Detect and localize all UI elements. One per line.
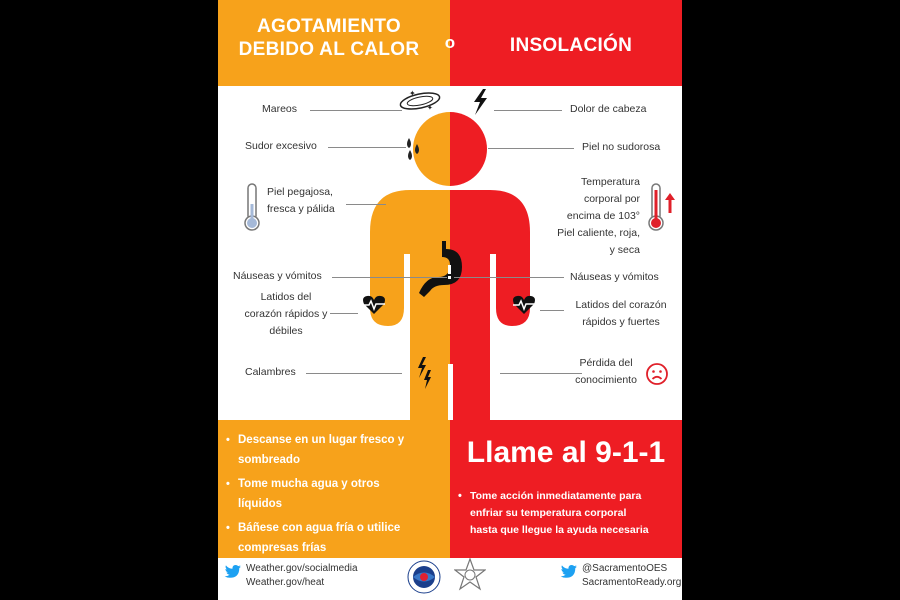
label-heartbeat-right bbox=[568, 297, 674, 331]
body-diagram bbox=[218, 86, 682, 420]
or-separator: o bbox=[444, 33, 456, 52]
skin-line-2: fresca y pálida bbox=[267, 203, 335, 215]
action-line: • Tome mucha agua y otros bbox=[238, 478, 380, 490]
svg-text:✦: ✦ bbox=[409, 89, 416, 98]
call-911-heading: Llame al 9-1-1 bbox=[466, 436, 666, 469]
action-item-cool-down bbox=[450, 488, 682, 539]
twitter-icon[interactable] bbox=[224, 564, 242, 579]
temp-line-1: Temperatura bbox=[581, 176, 640, 188]
label-unconscious bbox=[570, 355, 642, 389]
title-line-2: DEBIDO AL CALOR bbox=[238, 39, 420, 60]
footer bbox=[218, 558, 682, 600]
label-dizziness: Mareos bbox=[262, 103, 298, 115]
action-line: • Tome acción inmediatamente para bbox=[470, 490, 642, 502]
dizzy-icon bbox=[397, 86, 443, 116]
action-line: hasta que llegue la ayuda necesaria bbox=[470, 524, 649, 536]
action-line: • Báñese con agua fría o utilice bbox=[238, 522, 401, 534]
faint-line-1: Pérdida del bbox=[579, 357, 633, 369]
pointer-line bbox=[310, 110, 402, 111]
label-nausea-right: Náuseas y vómitos bbox=[570, 271, 659, 283]
label-heartbeat-left bbox=[233, 289, 339, 340]
lightning-icon bbox=[469, 88, 491, 116]
temp-line-4: Piel caliente, roja, bbox=[557, 227, 640, 239]
label-headache: Dolor de cabeza bbox=[570, 103, 647, 115]
heartbeat-line-1: Latidos del bbox=[260, 291, 312, 303]
svg-text:✦: ✦ bbox=[427, 105, 433, 112]
footer-right-links bbox=[582, 562, 681, 590]
action-line: líquidos bbox=[238, 498, 283, 510]
heat-illness-poster bbox=[218, 0, 682, 600]
temp-line-5: y seca bbox=[609, 244, 640, 256]
pointer-line bbox=[346, 204, 386, 205]
pointer-line bbox=[488, 148, 574, 149]
temp-line-3: encima de 103° bbox=[566, 210, 640, 222]
thermometer-cold-icon bbox=[242, 182, 262, 232]
stomach-icon bbox=[416, 239, 470, 299]
action-line: compresas frías bbox=[238, 542, 327, 554]
thermometer-hot-icon bbox=[646, 182, 666, 232]
heat-stroke-title: INSOLACIÓN bbox=[509, 35, 633, 56]
label-cramps: Calambres bbox=[245, 366, 296, 378]
pointer-line bbox=[540, 310, 564, 311]
arrow-up-icon bbox=[664, 192, 676, 214]
label-clammy-skin bbox=[267, 184, 335, 218]
pointer-line bbox=[332, 277, 447, 278]
link-socialmedia[interactable]: Weather.gov/socialmedia bbox=[246, 563, 358, 574]
pointer-line bbox=[306, 373, 402, 374]
sweat-drops-icon bbox=[403, 136, 425, 162]
action-list bbox=[218, 420, 450, 558]
skin-line-1: Piel pegajosa, bbox=[267, 186, 333, 198]
heartbeat-line-3: débiles bbox=[269, 325, 303, 337]
heartbeat-line-2: corazón rápidos y bbox=[244, 308, 328, 320]
heat-stroke-actions bbox=[450, 420, 682, 558]
twitter-icon[interactable] bbox=[560, 564, 578, 579]
heartbeat-line-1: Latidos del corazón bbox=[575, 299, 667, 311]
link-sacramento-oes[interactable]: @SacramentoOES bbox=[582, 563, 668, 574]
pointer-line bbox=[454, 277, 564, 278]
pointer-line bbox=[494, 110, 562, 111]
faint-line-2: conocimiento bbox=[575, 374, 637, 386]
action-item-cool-bath bbox=[218, 518, 450, 558]
link-heat[interactable]: Weather.gov/heat bbox=[246, 577, 325, 588]
label-excessive-sweat: Sudor excesivo bbox=[245, 140, 317, 152]
action-line: sombreado bbox=[238, 454, 300, 466]
title-line-1: AGOTAMIENTO bbox=[256, 16, 402, 37]
label-nausea-left: Náuseas y vómitos bbox=[233, 270, 322, 282]
heartbeat-line-2: rápidos y fuertes bbox=[582, 316, 660, 328]
heart-rate-icon bbox=[512, 294, 536, 316]
star-badge-logo bbox=[454, 558, 486, 596]
action-line: • Descanse en un lugar fresco y bbox=[238, 434, 405, 446]
header-heat-stroke bbox=[450, 0, 682, 86]
label-high-temp bbox=[530, 174, 640, 259]
footer-left-links bbox=[246, 562, 358, 590]
link-sacramento-ready[interactable]: SacramentoReady.org bbox=[582, 577, 682, 588]
header-heat-exhaustion bbox=[218, 0, 450, 86]
sad-face-icon bbox=[645, 362, 669, 386]
label-no-sweat: Piel no sudorosa bbox=[582, 141, 661, 153]
heat-exhaustion-title bbox=[228, 15, 430, 61]
action-line: enfriar su temperatura corporal bbox=[470, 507, 627, 519]
heart-rate-icon bbox=[362, 294, 386, 316]
heat-exhaustion-actions bbox=[218, 420, 450, 558]
cramp-lightning-icon bbox=[416, 356, 434, 390]
temp-line-2: corporal por bbox=[583, 193, 640, 205]
action-list bbox=[450, 488, 682, 539]
pointer-line bbox=[330, 313, 358, 314]
noaa-logo bbox=[406, 558, 442, 596]
action-item-rest bbox=[218, 430, 450, 470]
action-item-water bbox=[218, 474, 450, 514]
pointer-line bbox=[328, 147, 406, 148]
